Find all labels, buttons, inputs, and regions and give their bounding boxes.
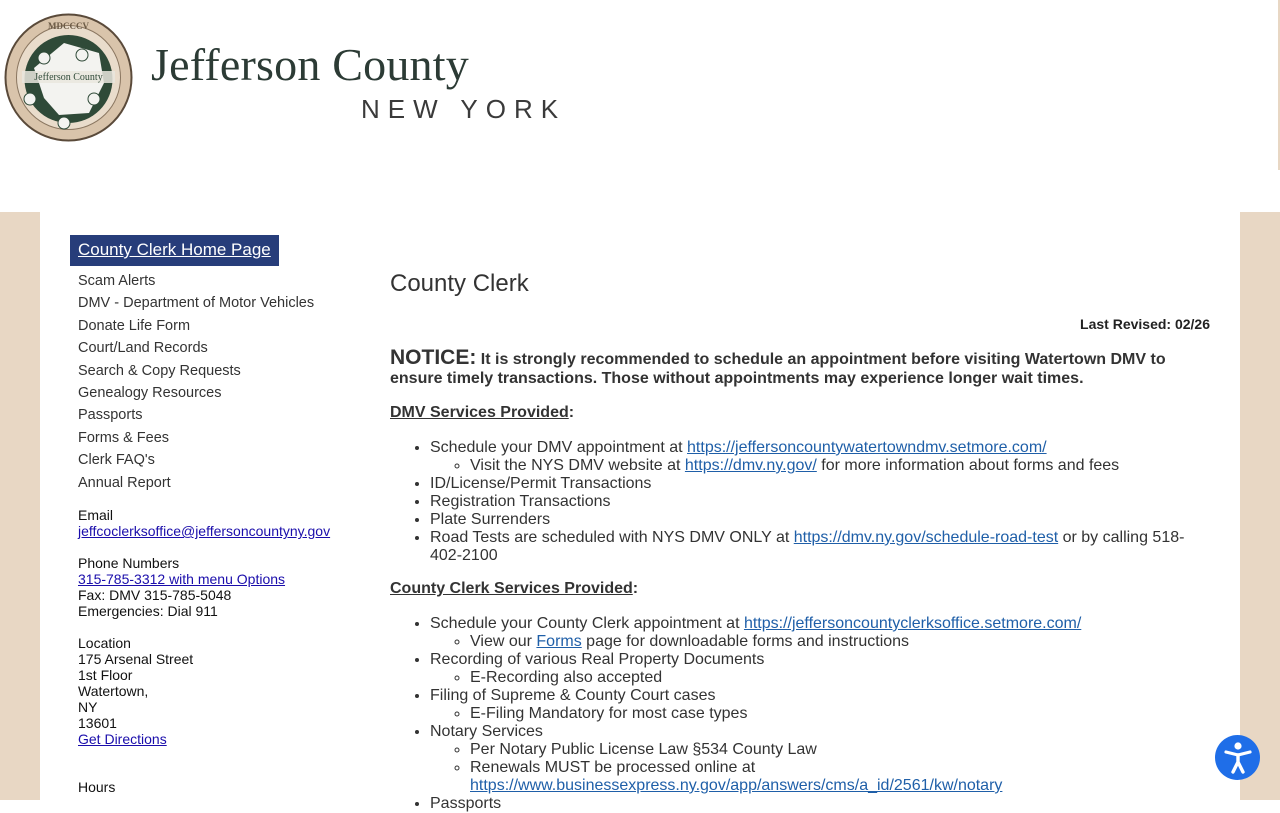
accessibility-button[interactable] [1215, 735, 1260, 780]
fax-number: Fax: DMV 315-785-5048 [78, 587, 232, 604]
sidebar-item-donate-life[interactable]: Donate Life Form [78, 317, 191, 334]
list-item: • Filing of Supreme & County Court cases ◦ E-Filing Mandatory for most case types [430, 687, 1230, 723]
svg-text:MDCCCV: MDCCCV [48, 21, 89, 31]
county-seal-logo[interactable] [4, 13, 133, 142]
forms-link[interactable]: Forms [536, 633, 582, 650]
address-line: 175 Arsenal Street [78, 651, 194, 668]
list-item: ◦ Per Notary Public License Law §534 County Law [470, 741, 1230, 759]
page-title: County Clerk [390, 270, 529, 297]
sidebar-item-scam-alerts[interactable]: Scam Alerts [78, 273, 156, 289]
site-header [0, 0, 1280, 212]
notary-renewal-link[interactable]: https://www.businessexpress.ny.gov/app/answers/cms/a_id/2561/kw/notary [470, 777, 1003, 794]
accessibility-icon [1223, 741, 1253, 775]
dmv-services-heading: DMV Services Provided: [390, 404, 575, 421]
notice-label: NOTICE: [390, 346, 477, 369]
email-label: Email [78, 507, 114, 524]
sidebar-item-genealogy[interactable]: Genealogy Resources [78, 385, 222, 402]
sidebar-item-dmv[interactable]: DMV - Department of Motor Vehicles [78, 295, 315, 312]
sidebar [70, 235, 360, 795]
sidebar-item-annual-report[interactable]: Annual Report [78, 474, 171, 491]
county-clerk-home-link[interactable]: County Clerk Home Page [70, 235, 279, 266]
sidebar-item-search-copy[interactable]: Search & Copy Requests [78, 362, 241, 379]
address-line: 1st Floor [78, 667, 133, 684]
sidebar-item-passports[interactable]: Passports [78, 407, 143, 424]
sidebar-item-clerk-faq[interactable]: Clerk FAQ's [78, 452, 155, 469]
list-item: ◦ E-Recording also accepted [470, 669, 1230, 687]
sidebar-item-forms-fees[interactable]: Forms & Fees [78, 429, 170, 446]
list-item: • ID/License/Permit Transactions [430, 475, 1230, 493]
list-item: • Recording of various Real Property Documents ◦ E-Recording also accepted [430, 651, 1230, 687]
sidebar-item-court-land-records[interactable]: Court/Land Records [78, 340, 208, 357]
svg-text:Jefferson County: Jefferson County [34, 72, 103, 83]
list-item: • Road Tests are scheduled with NYS DMV ONLY at https://dmv.ny.gov/schedule-road-test or by calling 518-402-2100 [430, 529, 1190, 565]
list-item: • Passports [430, 795, 1230, 813]
notice-text: It is strongly recommended to schedule an appointment before visiting Watertown DMV to ensure timely transactions. Those without appointments may experience longer wait times. [390, 351, 1166, 387]
address-line: 13601 [78, 715, 117, 732]
dmv-services-list [390, 439, 1230, 565]
sidebar-nav [70, 270, 360, 494]
list-item: • Notary Services ◦ Per Notary Public License Law §534 County Law ◦ Renewals MUST be processed online at https://www.businessexpress.ny.gov/app/answers/cms/a_id/2561/kw/notary [430, 723, 1230, 795]
list-item: ◦ Visit the NYS DMV website at https://dmv.ny.gov/ for more information about forms and fees [470, 457, 1230, 475]
phone-link[interactable]: 315-785-3312 with menu Options [78, 571, 286, 588]
get-directions-link[interactable]: Get Directions [78, 731, 167, 748]
list-item: • Registration Transactions [430, 493, 1230, 511]
dmv-appointment-link[interactable]: https://jeffersoncountywatertowndmv.setmore.com/ [687, 439, 1047, 456]
address-line: NY [78, 699, 98, 716]
last-revised: Last Revised: 02/26 [1080, 316, 1210, 332]
nys-dmv-link[interactable]: https://dmv.ny.gov/ [684, 457, 817, 474]
emergency-number: Emergencies: Dial 911 [78, 603, 218, 620]
list-item: ◦ E-Filing Mandatory for most case types [470, 705, 1230, 723]
address-line: Watertown, [78, 683, 149, 700]
site-title: Jefferson County [151, 39, 469, 90]
notice-banner [390, 348, 1190, 388]
list-item: ◦ Renewals MUST be processed online at https://www.businessexpress.ny.gov/app/answers/cms/a_id/2561/kw/notary [470, 759, 1030, 795]
list-item: • Schedule your County Clerk appointment at https://jeffersoncountyclerksoffice.setmore.com/ ◦ View our Forms page for downloadable forms and instructions [430, 615, 1230, 651]
contact-info [70, 507, 360, 795]
clerk-services-heading: County Clerk Services Provided: [390, 580, 639, 597]
list-item: ◦ View our Forms page for downloadable forms and instructions [470, 633, 1230, 651]
phone-label: Phone Numbers [78, 555, 180, 572]
hours-label: Hours [78, 779, 116, 796]
email-link[interactable]: jeffcoclerksoffice@jeffersoncountyny.gov [78, 523, 331, 540]
list-item: • Plate Surrenders [430, 511, 1230, 529]
page-content [40, 212, 1240, 812]
clerk-appointment-link[interactable]: https://jeffersoncountyclerksoffice.setmore.com/ [743, 615, 1082, 632]
location-label: Location [78, 635, 131, 652]
site-subtitle: NEW YORK [361, 94, 567, 124]
clerk-services-list [390, 615, 1230, 813]
list-item: • Schedule your DMV appointment at https://jeffersoncountywatertowndmv.setmore.com/ ◦ Visit the NYS DMV website at https://dmv.ny.gov/ for more information about forms and fees [430, 439, 1230, 475]
road-test-link[interactable]: https://dmv.ny.gov/schedule-road-test [793, 529, 1059, 546]
